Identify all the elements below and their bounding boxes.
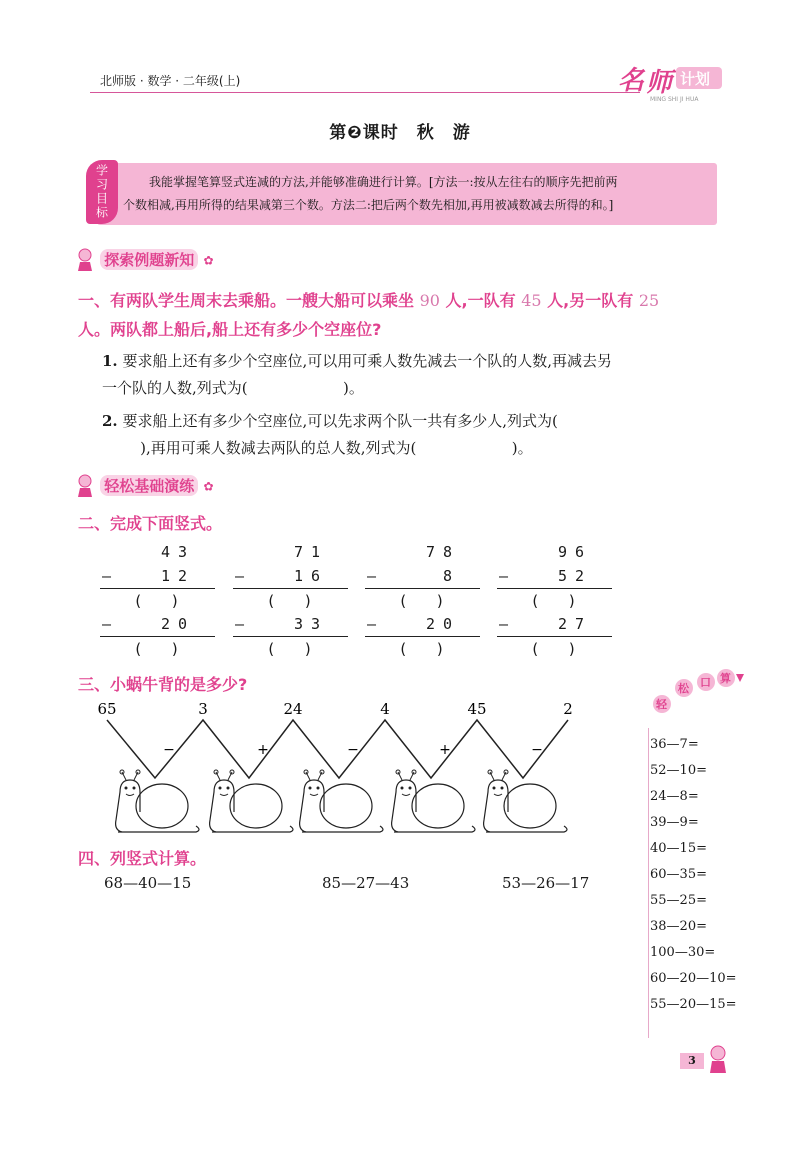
q1-text-pre: 一、有两队学生周末去乘船。一艘大船可以乘坐 xyxy=(78,291,415,310)
minuend: 78 xyxy=(425,543,460,561)
oral-item: 39—9= xyxy=(650,815,699,830)
svg-text:松: 松 xyxy=(678,682,689,695)
section-explore-title: 探索例题新知 xyxy=(100,249,198,270)
answer-blank[interactable]: () xyxy=(365,636,480,660)
svg-text:轻: 轻 xyxy=(656,698,667,711)
oral-item: 40—15= xyxy=(650,841,707,856)
zigzag-operator: − xyxy=(163,742,175,758)
minus-sign: — xyxy=(235,567,245,585)
q1-text-mid1: 人,一队有 xyxy=(445,291,516,310)
q2-title: 二、完成下面竖式。 xyxy=(78,514,223,533)
goal-line-1: 我能掌握笔算竖式连减的方法,并能够准确进行计算。[方法一:按从左往右的顺序先把前两 xyxy=(149,175,618,189)
header-text: 北师版 · 数学 · 二年级(上) xyxy=(100,74,241,88)
answer-blank[interactable]: () xyxy=(497,636,612,660)
snail-icon[interactable] xyxy=(210,770,293,832)
girl-icon xyxy=(75,248,95,272)
second-subtrahend: 20 xyxy=(425,615,460,633)
svg-text:师: 师 xyxy=(646,68,673,98)
zigzag-number: 24 xyxy=(283,700,303,718)
vertical-problem xyxy=(233,540,348,660)
subtrahend: 12 xyxy=(160,567,195,585)
second-subtrahend: 20 xyxy=(160,615,195,633)
oral-item: 24—8= xyxy=(650,789,699,804)
second-subtrahend: 33 xyxy=(293,615,328,633)
girl-icon xyxy=(75,474,95,498)
q1-line-2: 人。两队都上船后,船上还有多少个空座位? xyxy=(78,320,382,339)
q1-sub1-number: 1. xyxy=(102,352,118,370)
second-subtrahend: 27 xyxy=(557,615,592,633)
oral-item: 36—7= xyxy=(650,737,699,752)
zigzag-operator: + xyxy=(439,742,451,758)
page-number: 3 xyxy=(680,1053,704,1069)
answer-blank[interactable]: () xyxy=(233,588,348,612)
zigzag-operator: + xyxy=(257,742,269,758)
minus-sign: — xyxy=(102,615,112,633)
section-explore-heading xyxy=(75,248,214,272)
svg-text:MING SHI JI HUA: MING SHI JI HUA xyxy=(650,96,699,103)
learning-goal-box xyxy=(97,163,717,225)
minus-sign: — xyxy=(499,567,509,585)
oral-header xyxy=(650,668,745,718)
vertical-problem xyxy=(365,540,480,660)
zigzag-number: 65 xyxy=(97,700,117,718)
vertical-problem xyxy=(497,540,612,660)
oral-divider xyxy=(648,728,649,1038)
q1-number-25: 25 xyxy=(638,291,660,310)
zigzag-number: 2 xyxy=(563,700,573,718)
snail-zigzag xyxy=(95,698,625,838)
zigzag-number: 3 xyxy=(198,700,208,718)
q1-number-45: 45 xyxy=(521,291,542,310)
q1-text-mid2: 人,另一队有 xyxy=(547,291,634,310)
oral-item: 60—20—10= xyxy=(650,971,737,986)
snail-icon[interactable] xyxy=(116,770,199,832)
answer-blank[interactable]: () xyxy=(497,588,612,612)
zigzag-operator: − xyxy=(347,742,359,758)
answer-blank[interactable]: () xyxy=(100,588,215,612)
zigzag-number: 45 xyxy=(467,700,487,718)
zigzag-line xyxy=(107,720,568,778)
answer-blank[interactable]: () xyxy=(365,588,480,612)
oral-item: 60—35= xyxy=(650,867,707,882)
q4-expr-3: 53—26—17 xyxy=(502,874,590,892)
snail-icon[interactable] xyxy=(392,770,475,832)
oral-item: 38—20= xyxy=(650,919,707,934)
oral-item: 55—25= xyxy=(650,893,707,908)
section-practice-heading xyxy=(75,474,214,498)
minus-sign: — xyxy=(499,615,509,633)
q1-sub1-text: 要求船上还有多少个空座位,可以用可乘人数先减去一个队的人数,再减去另 xyxy=(122,352,612,370)
oral-item: 100—30= xyxy=(650,945,716,960)
flower-icon: ✿ xyxy=(203,253,214,268)
subtrahend: 52 xyxy=(557,567,592,585)
q4-title: 四、列竖式计算。 xyxy=(78,849,207,868)
lesson-title: 第❷课时 秋 游 xyxy=(329,123,471,143)
q1-sub2-text: 要求船上还有多少个空座位,可以先求两个队一共有多少人,列式为( xyxy=(122,412,558,430)
subtrahend: 8 xyxy=(442,567,460,585)
brand-logo xyxy=(610,55,730,103)
answer-blank[interactable]: () xyxy=(233,636,348,660)
vertical-problem xyxy=(100,540,215,660)
minus-sign: — xyxy=(367,615,377,633)
oral-item: 55—20—15= xyxy=(650,997,737,1012)
svg-text:口: 口 xyxy=(700,676,711,689)
q1-number-90: 90 xyxy=(419,291,440,310)
minuend: 96 xyxy=(557,543,592,561)
zigzag-operator: − xyxy=(531,742,543,758)
svg-text:计划: 计划 xyxy=(680,70,711,88)
minus-sign: — xyxy=(367,567,377,585)
minuend: 43 xyxy=(160,543,195,561)
snail-icon[interactable] xyxy=(484,770,567,832)
header-divider xyxy=(90,92,640,93)
q1-sub2-number: 2. xyxy=(102,412,118,430)
svg-text:算: 算 xyxy=(720,672,731,685)
girl-mascot-icon xyxy=(706,1045,730,1079)
oral-list xyxy=(650,732,740,1018)
zigzag-number: 4 xyxy=(380,700,390,718)
flower-icon: ✿ xyxy=(203,479,214,494)
q4-expr-2: 85—27—43 xyxy=(322,874,410,892)
snail-icon[interactable] xyxy=(300,770,383,832)
minus-sign: — xyxy=(102,567,112,585)
learning-goal-badge: 学习目标 xyxy=(86,160,118,224)
svg-text:名: 名 xyxy=(618,66,645,96)
oral-item: 52—10= xyxy=(650,763,707,778)
goal-line-2: 个数相减,再用所得的结果减第三个数。方法二:把后两个数先相加,再用被减数减去所得的和。] xyxy=(123,198,614,212)
minus-sign: — xyxy=(235,615,245,633)
q1-sub1-line2[interactable]: 一个队的人数,列式为( )。 xyxy=(102,379,364,397)
answer-blank[interactable]: () xyxy=(100,636,215,660)
q4-expr-1: 68—40—15 xyxy=(104,874,192,892)
minuend: 71 xyxy=(293,543,328,561)
q3-title: 三、小蜗牛背的是多少? xyxy=(78,675,248,694)
q1-sub2-line2[interactable]: ),再用可乘人数减去两队的总人数,列式为( )。 xyxy=(102,439,533,457)
subtrahend: 16 xyxy=(293,567,328,585)
section-practice-title: 轻松基础演练 xyxy=(100,475,198,496)
